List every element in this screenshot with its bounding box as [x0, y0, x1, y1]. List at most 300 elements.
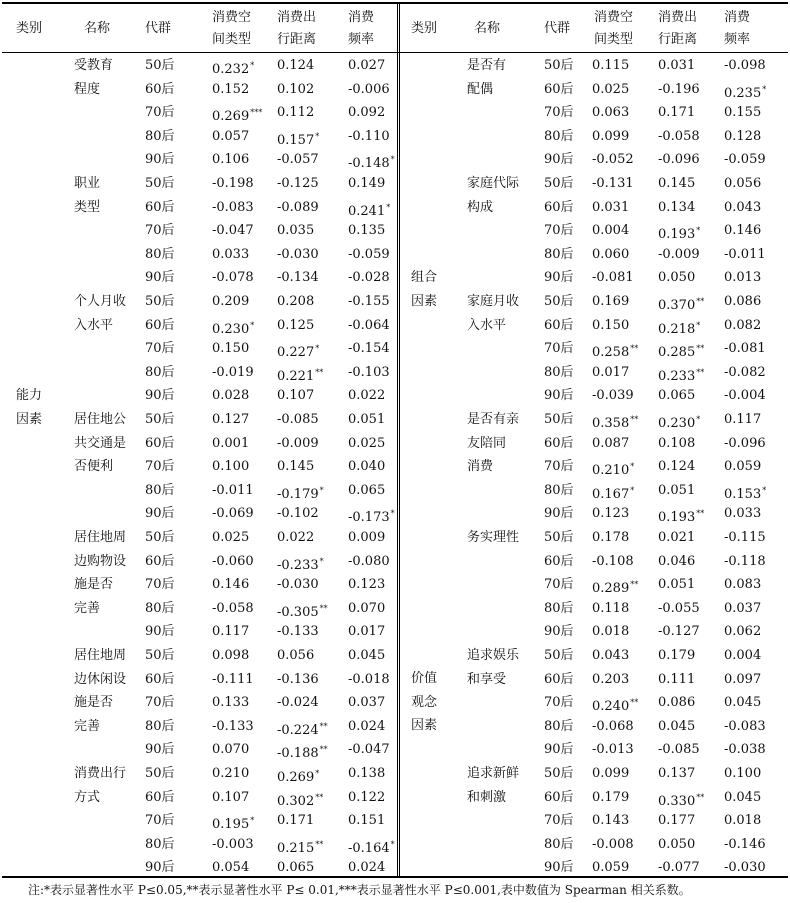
significance-marker: ** [630, 344, 639, 354]
coefficient-value: 0.152 [212, 81, 250, 97]
coefficient-cell [592, 809, 629, 833]
coefficient-value: 0.125 [277, 317, 315, 333]
coefficient-cell [348, 314, 390, 338]
coefficient-cell [592, 550, 634, 574]
coefficient-cell [658, 856, 700, 880]
header-space-type: 消费空 间类型 [212, 10, 252, 47]
coefficient-value: 0.127 [212, 412, 250, 427]
header-frequency: 消费 频率 [348, 10, 375, 47]
coefficient-cell [212, 196, 254, 220]
coefficient-value: -0.038 [724, 742, 766, 758]
coefficient-cell [724, 502, 761, 526]
coefficient-value: -0.013 [592, 742, 634, 758]
coefficient-cell [348, 455, 385, 479]
coefficient-cell [658, 644, 695, 668]
coefficient-value: 0.051 [658, 482, 696, 498]
coefficient-cell [658, 715, 695, 739]
coefficient-value: 0.028 [212, 388, 250, 404]
coefficient-value: -0.111 [212, 671, 254, 687]
coefficient-cell [724, 786, 761, 810]
coefficient-value: 0.086 [658, 695, 696, 711]
coefficient-value: -0.164 [348, 840, 390, 856]
factor-name: 个人月收 入水平 [74, 294, 127, 333]
coefficient-value: 0.099 [592, 128, 630, 144]
generation-label: 80后 [145, 246, 175, 262]
coefficient-value: 0.210 [212, 766, 250, 781]
coefficient-cell [658, 54, 695, 78]
coefficient-cell [212, 644, 249, 668]
category-ability-factors: 能力 因素 [16, 388, 43, 427]
coefficient-cell [658, 479, 695, 503]
significance-marker: ** [315, 367, 324, 377]
coefficient-cell [277, 526, 314, 550]
generation-label: 90后 [145, 860, 175, 876]
coefficient-cell [658, 172, 695, 196]
significance-marker: ** [696, 509, 705, 519]
generation-label: 60后 [544, 789, 574, 805]
generation-label: 60后 [544, 199, 574, 215]
coefficient-value: 0.102 [277, 81, 315, 97]
significance-marker: ** [315, 839, 324, 849]
coefficient-value: 0.045 [724, 695, 762, 711]
generation-label: 70后 [544, 223, 574, 239]
coefficient-value: -0.154 [348, 341, 390, 357]
generation-label: 70后 [544, 105, 574, 121]
coefficient-cell [277, 148, 319, 172]
coefficient-cell [592, 78, 629, 102]
coefficient-cell [724, 597, 761, 621]
significance-marker: * [250, 61, 255, 70]
coefficient-value: 0.330 [658, 793, 696, 809]
coefficient-cell [348, 125, 390, 149]
coefficient-cell [592, 125, 629, 149]
coefficient-value: -0.081 [592, 270, 634, 286]
coefficient-value: 0.117 [212, 624, 250, 640]
coefficient-value: 0.033 [212, 246, 250, 262]
coefficient-value: 0.045 [348, 648, 386, 663]
coefficient-value: 0.065 [277, 860, 315, 876]
generation-label: 90后 [544, 270, 574, 286]
coefficient-cell [724, 243, 766, 267]
generation-label: 70后 [145, 105, 175, 121]
coefficient-cell [348, 219, 385, 243]
coefficient-value: 0.051 [348, 412, 386, 427]
coefficient-cell [592, 243, 629, 267]
coefficient-value: -0.052 [592, 152, 634, 168]
significance-marker: * [390, 839, 395, 849]
coefficient-value: 0.106 [212, 152, 250, 168]
coefficient-cell [724, 361, 766, 385]
coefficient-value: 0.082 [724, 317, 762, 333]
coefficient-value: 0.118 [592, 600, 630, 616]
coefficient-cell [277, 266, 319, 290]
coefficient-value: -0.055 [658, 600, 700, 616]
coefficient-value: -0.305 [277, 604, 319, 620]
factor-name: 职业 类型 [74, 176, 101, 215]
coefficient-cell [277, 644, 314, 668]
coefficient-cell [348, 432, 385, 456]
coefficient-value: 0.051 [658, 577, 696, 593]
coefficient-cell [277, 455, 314, 479]
coefficient-cell [348, 597, 385, 621]
coefficient-value: 0.060 [592, 246, 630, 262]
header-generation: 代群 [544, 21, 571, 36]
generation-label: 50后 [145, 530, 175, 545]
significance-marker: ** [696, 367, 705, 377]
coefficient-value: -0.083 [724, 718, 766, 734]
coefficient-cell [724, 620, 761, 644]
significance-marker: ** [696, 297, 705, 306]
coefficient-value: 0.210 [592, 463, 630, 479]
coefficient-value: 0.107 [212, 789, 250, 805]
generation-label: 80后 [145, 718, 175, 734]
coefficient-cell [592, 148, 634, 172]
coefficient-value: 0.022 [277, 530, 315, 545]
coefficient-cell [277, 620, 319, 644]
coefficient-value: 0.203 [592, 671, 630, 687]
coefficient-cell [724, 337, 766, 361]
coefficient-cell [277, 172, 319, 196]
generation-label: 90后 [145, 388, 175, 404]
generation-label: 70后 [544, 813, 574, 829]
coefficient-value: 0.179 [592, 789, 630, 805]
coefficient-cell [212, 361, 254, 385]
significance-marker: *** [250, 108, 263, 118]
coefficient-value: 0.025 [592, 81, 630, 97]
coefficient-value: -0.131 [592, 176, 634, 191]
coefficient-value: 0.370 [658, 298, 696, 313]
generation-label: 50后 [544, 648, 574, 663]
coefficient-value: -0.083 [212, 199, 254, 215]
coefficient-cell [658, 809, 695, 833]
coefficient-value: 0.056 [277, 648, 315, 663]
coefficient-value: 0.018 [592, 624, 630, 640]
coefficient-value: 0.107 [277, 388, 315, 404]
generation-label: 80后 [544, 364, 574, 380]
coefficient-cell [212, 384, 249, 408]
coefficient-value: 0.218 [658, 321, 696, 337]
generation-label: 90后 [145, 270, 175, 286]
factor-name: 受教育 程度 [74, 58, 114, 97]
coefficient-value: 0.031 [658, 58, 696, 73]
coefficient-cell [592, 432, 629, 456]
coefficient-cell [592, 196, 629, 220]
coefficient-value: -0.188 [277, 746, 319, 762]
coefficient-cell [724, 856, 766, 880]
header-space-type: 消费空 间类型 [594, 10, 634, 47]
coefficient-value: -0.028 [348, 270, 390, 286]
significance-marker: * [319, 556, 324, 566]
coefficient-cell [658, 668, 695, 692]
coefficient-value: 0.134 [658, 199, 696, 215]
coefficient-value: 0.063 [592, 105, 630, 121]
coefficient-cell [277, 502, 319, 526]
coefficient-value: 0.022 [348, 388, 386, 404]
coefficient-value: -0.082 [724, 364, 766, 380]
coefficient-value: -0.069 [212, 506, 254, 522]
significance-marker: * [250, 320, 255, 330]
coefficient-value: 0.240 [592, 699, 630, 715]
coefficient-value: 0.233 [658, 368, 696, 384]
coefficient-cell [658, 738, 700, 762]
coefficient-value: 0.258 [592, 345, 630, 361]
coefficient-cell [212, 219, 254, 243]
coefficient-cell [592, 715, 634, 739]
coefficient-value: 0.031 [592, 199, 630, 215]
coefficient-value: -0.146 [724, 836, 766, 852]
coefficient-value: 0.025 [348, 435, 386, 451]
coefficient-value: 0.122 [348, 789, 386, 805]
coefficient-value: 0.230 [658, 416, 696, 431]
significance-marker: * [319, 485, 324, 495]
generation-label: 60后 [145, 199, 175, 215]
coefficient-cell [348, 715, 385, 739]
coefficient-cell [724, 644, 761, 668]
generation-label: 90后 [544, 388, 574, 404]
coefficient-cell [212, 833, 254, 857]
coefficient-value: 0.035 [277, 223, 315, 239]
coefficient-value: 0.153 [724, 486, 762, 502]
coefficient-cell [348, 266, 390, 290]
coefficient-value: 0.108 [658, 435, 696, 451]
coefficient-cell [212, 550, 254, 574]
generation-label: 90后 [145, 152, 175, 168]
coefficient-cell [592, 856, 629, 880]
coefficient-cell [212, 172, 254, 196]
generation-label: 50后 [145, 58, 175, 73]
coefficient-value: -0.060 [212, 553, 254, 569]
coefficient-value: 0.037 [348, 695, 386, 711]
coefficient-cell [724, 526, 766, 550]
significance-marker: ** [630, 698, 639, 708]
generation-label: 70后 [145, 341, 175, 357]
coefficient-cell [658, 148, 700, 172]
coefficient-cell [348, 573, 385, 597]
coefficient-cell [277, 290, 314, 314]
coefficient-value: 0.045 [724, 789, 762, 805]
significance-marker: ** [630, 415, 639, 424]
coefficient-value: -0.011 [724, 246, 766, 262]
coefficient-value: 0.017 [592, 364, 630, 380]
coefficient-value: 0.045 [658, 718, 696, 734]
coefficient-cell [212, 479, 254, 503]
coefficient-value: 0.083 [724, 577, 762, 593]
coefficient-cell [724, 54, 766, 78]
coefficient-cell [592, 526, 629, 550]
significance-marker: * [390, 509, 395, 519]
coefficient-cell [348, 361, 390, 385]
generation-label: 90后 [544, 152, 574, 168]
coefficient-value: 0.285 [658, 345, 696, 361]
coefficient-cell [658, 620, 700, 644]
coefficient-value: 0.092 [348, 105, 386, 121]
coefficient-value: 0.195 [212, 817, 250, 833]
coefficient-value: 0.178 [592, 530, 630, 545]
header-generation: 代群 [145, 21, 172, 36]
coefficient-value: -0.148 [348, 156, 390, 172]
generation-label: 50后 [145, 766, 175, 781]
coefficient-cell [277, 101, 314, 125]
coefficient-value: 0.177 [658, 813, 696, 829]
coefficient-cell [724, 384, 766, 408]
coefficient-value: 0.024 [348, 718, 386, 734]
coefficient-value: -0.059 [724, 152, 766, 168]
coefficient-cell [348, 762, 385, 786]
coefficient-value: 0.358 [592, 416, 630, 431]
coefficient-cell [212, 290, 249, 314]
coefficient-value: 0.151 [348, 813, 386, 829]
coefficient-cell [592, 266, 634, 290]
coefficient-value: 0.024 [348, 860, 386, 876]
coefficient-value: 0.001 [212, 435, 250, 451]
significance-marker: * [390, 155, 395, 165]
factor-name: 居住地周 边休闲设 施是否 完善 [74, 648, 127, 734]
coefficient-cell [277, 691, 319, 715]
coefficient-cell [212, 715, 254, 739]
coefficient-value: -0.081 [724, 341, 766, 357]
coefficient-cell [658, 455, 695, 479]
coefficient-cell [212, 597, 254, 621]
generation-label: 70后 [145, 813, 175, 829]
coefficient-value: -0.133 [212, 718, 254, 734]
coefficient-value: 0.117 [724, 412, 762, 427]
generation-label: 80后 [544, 600, 574, 616]
coefficient-cell [658, 550, 695, 574]
coefficient-value: 0.227 [277, 345, 315, 361]
significance-marker: * [762, 485, 767, 495]
coefficient-value: -0.004 [724, 388, 766, 404]
factor-name: 居住地周 边购物设 施是否 完善 [74, 530, 127, 616]
coefficient-value: -0.018 [348, 671, 390, 687]
coefficient-cell [592, 738, 634, 762]
generation-label: 50后 [145, 412, 175, 427]
generation-label: 90后 [544, 742, 574, 758]
coefficient-cell [348, 78, 390, 102]
coefficient-value: -0.047 [348, 742, 390, 758]
coefficient-value: 0.059 [724, 459, 762, 475]
coefficient-value: -0.233 [277, 557, 319, 573]
coefficient-value: 0.027 [348, 58, 386, 73]
coefficient-cell [592, 502, 629, 526]
coefficient-cell [348, 243, 390, 267]
coefficient-value: -0.024 [277, 695, 319, 711]
coefficient-cell [348, 337, 390, 361]
coefficient-cell [277, 314, 314, 338]
factor-name: 是否有亲 友陪同 消费 [467, 412, 520, 475]
coefficient-value: -0.080 [348, 553, 390, 569]
significance-marker: * [696, 320, 701, 330]
coefficient-value: -0.011 [212, 482, 254, 498]
coefficient-cell [724, 455, 761, 479]
significance-marker: ** [319, 721, 328, 731]
coefficient-cell [212, 432, 249, 456]
coefficient-cell [348, 620, 385, 644]
coefficient-value: 0.112 [277, 105, 315, 121]
coefficient-cell [592, 290, 629, 314]
coefficient-value: 0.004 [724, 648, 762, 663]
coefficient-cell [658, 526, 695, 550]
coefficient-cell [277, 856, 314, 880]
coefficient-value: -0.039 [592, 388, 634, 404]
coefficient-cell [277, 432, 319, 456]
coefficient-cell [592, 314, 629, 338]
generation-label: 80后 [544, 246, 574, 262]
generation-label: 60后 [544, 553, 574, 569]
coefficient-cell [212, 668, 254, 692]
coefficient-cell [277, 243, 319, 267]
generation-label: 80后 [145, 364, 175, 380]
coefficient-value: 0.193 [658, 227, 696, 243]
coefficient-value: 0.124 [277, 58, 315, 73]
header-travel-distance: 消费出 行距离 [658, 10, 698, 47]
header-name: 名称 [474, 21, 501, 36]
coefficient-cell [592, 620, 629, 644]
coefficient-value: -0.096 [724, 435, 766, 451]
generation-label: 80后 [145, 600, 175, 616]
coefficient-cell [212, 78, 249, 102]
coefficient-cell [212, 337, 249, 361]
significance-marker: ** [696, 792, 705, 802]
coefficient-value: 0.208 [277, 294, 315, 309]
coefficient-cell [724, 573, 761, 597]
coefficient-value: 0.150 [212, 341, 250, 357]
coefficient-value: -0.003 [212, 836, 254, 852]
coefficient-value: -0.030 [724, 860, 766, 876]
coefficient-value: 0.065 [658, 388, 696, 404]
coefficient-value: 0.004 [592, 223, 630, 239]
coefficient-cell [592, 786, 629, 810]
coefficient-value: -0.064 [348, 317, 390, 333]
coefficient-value: 0.133 [212, 695, 250, 711]
generation-label: 60后 [145, 435, 175, 451]
coefficient-value: -0.224 [277, 722, 319, 738]
coefficient-cell [212, 455, 249, 479]
generation-label: 50后 [544, 58, 574, 73]
significance-marker: ** [696, 344, 705, 354]
coefficient-value: 0.138 [348, 766, 386, 781]
coefficient-value: 0.146 [724, 223, 762, 239]
coefficient-value: 0.146 [212, 577, 250, 593]
coefficient-value: 0.043 [592, 648, 630, 663]
coefficient-cell [277, 219, 314, 243]
significance-marker: ** [319, 745, 328, 755]
header-name: 名称 [84, 21, 111, 36]
significance-marker: * [315, 769, 320, 778]
coefficient-value: 0.100 [212, 459, 250, 475]
coefficient-cell [658, 78, 700, 102]
coefficient-value: -0.068 [592, 718, 634, 734]
coefficient-cell [277, 384, 314, 408]
generation-label: 50后 [544, 294, 574, 309]
coefficient-cell [658, 691, 695, 715]
coefficient-cell [348, 384, 385, 408]
significance-marker: ** [315, 792, 324, 802]
generation-label: 60后 [544, 81, 574, 97]
coefficient-value: 0.171 [277, 813, 315, 829]
coefficient-value: 0.289 [592, 581, 630, 597]
coefficient-cell [724, 668, 761, 692]
coefficient-cell [724, 290, 761, 314]
significance-marker: * [630, 462, 635, 472]
coefficient-value: -0.019 [212, 364, 254, 380]
coefficient-cell [658, 125, 700, 149]
table-note: 注:*表示显著性水平 P≤0.05,**表示显著性水平 P≤ 0.01,***表示显著性水平 P≤0.001,表中数值为 Spearman 相关系数。 [28, 883, 691, 897]
factor-name: 消费出行 方式 [74, 766, 127, 805]
coefficient-cell [592, 172, 634, 196]
factor-name: 追求娱乐 和享受 [467, 648, 520, 687]
coefficient-value: 0.050 [658, 836, 696, 852]
coefficient-cell [658, 101, 695, 125]
